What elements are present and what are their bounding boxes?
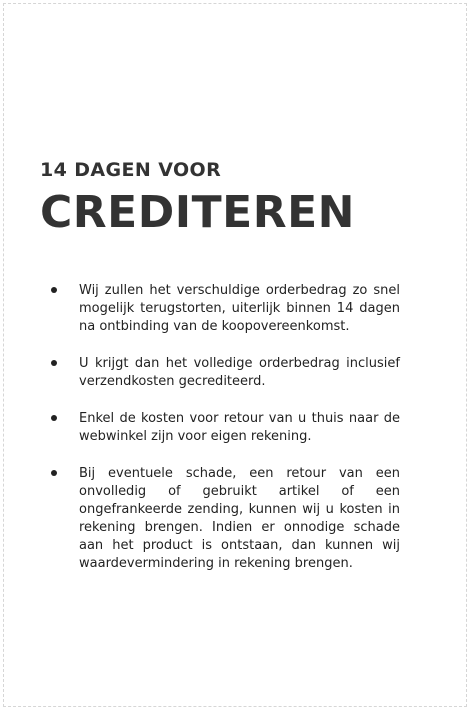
list-item <box>44 282 400 336</box>
list-item-text: Enkel de kosten voor retour van u thuis naar de webwinkel zijn voor eigen rekening. <box>79 411 400 444</box>
bullet-icon <box>51 360 57 366</box>
heading-block <box>40 158 355 240</box>
bullet-list <box>44 282 400 592</box>
list-item <box>44 355 400 391</box>
list-item <box>44 465 400 573</box>
list-item-text: Wij zullen het verschuldige orderbedrag zo snel mogelijk terugstorten, uiterlijk binnen 14 dagen na ontbinding van de koopovereenkomst. <box>79 283 400 334</box>
bullet-icon <box>51 415 57 421</box>
list-item-text: U krijgt dan het volledige orderbedrag inclusief verzendkosten gecrediteerd. <box>79 356 400 389</box>
bullet-icon <box>51 287 57 293</box>
page-subtitle: 14 DAGEN VOOR <box>40 159 222 181</box>
list-item <box>44 410 400 446</box>
list-item-text: Bij eventuele schade, een retour van een onvolledig of gebruikt artikel of een ongefrankeerde zending, kunnen wij u kosten in rekening brengen. Indien er onnodige schade aan het product is ontstaan, dan kunnen wij waardevermindering in rekening brengen. <box>79 466 400 571</box>
page-title: CREDITEREN <box>40 187 355 238</box>
page-card <box>3 3 467 707</box>
bullet-icon <box>51 470 57 476</box>
